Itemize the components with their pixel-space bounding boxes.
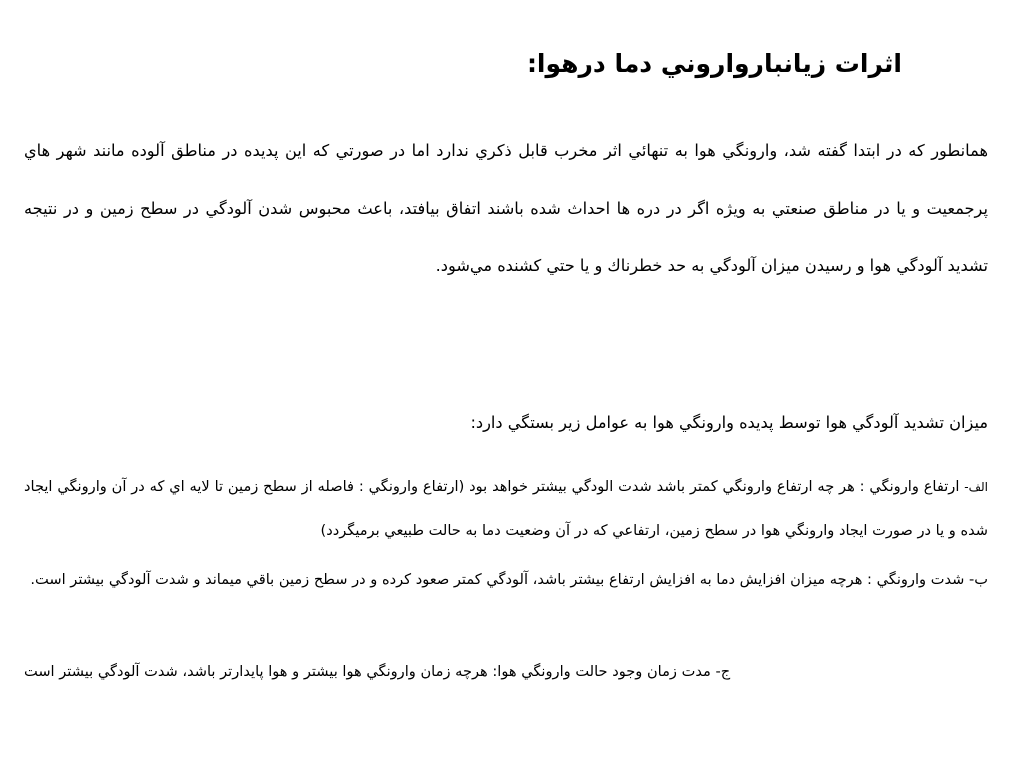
factor-c-paragraph: ج- مدت زمان وجود حالت وارونگي هوا: هرچه زمان وارونگي هوا بيشتر و هوا پايدارتر باشد، شدت آلودگي بيشتر است — [24, 663, 731, 680]
intro-paragraph: همانطور که در ابتدا گفته شد، وارونگي هوا به تنهائي اثر مخرب قابل ذکري ندارد اما در صورتي که اين پديده در مناطق آلوده مانند شهر هاي پرجمعيت و يا در مناطق صنعتي به ويژه اگر در دره ها احداث شده باشند اتفاق بيافتد، باعث محبوس شدن آلودگي در سطح زمين و در نتيجه تشديد آلودگي هوا و رسيدن ميزان آلودگي به حد خطرناك و يا حتي كشنده مي‌شود. — [24, 141, 988, 275]
factor-a-text: ارتفاع وارونگي : هر چه ارتفاع وارونگي کمتر باشد شدت الودگي بيشتر خواهد بود (ارتفاع وارونگي : فاصله از سطح زمين تا لايه اي که در آن وارونگي ايجاد شده و يا در صورت ايجاد وارونگي هوا در سطح زمين، ارتفاعي که در آن وضعيت دما به حالت طبيعي برميگردد) — [24, 478, 988, 539]
factor-b-paragraph: ب- شدت وارونگي : هرچه ميزان افزايش دما به افزايش ارتفاع بيشتر باشد، آلودگي کمتر صعود کرده و در سطح زمين باقي ميماند و شدت آلودگي بيشتر است. — [30, 571, 988, 588]
factor-a-prefix: الف- — [964, 480, 988, 494]
factor-a-paragraph — [24, 465, 988, 553]
factors-intro-paragraph: ميزان تشديد آلودگي هوا توسط پديده وارونگي هوا به عوامل زير بستگي دارد: — [470, 413, 988, 432]
slide-title: اثرات زيانبارواروني دما درهوا: — [526, 49, 902, 78]
